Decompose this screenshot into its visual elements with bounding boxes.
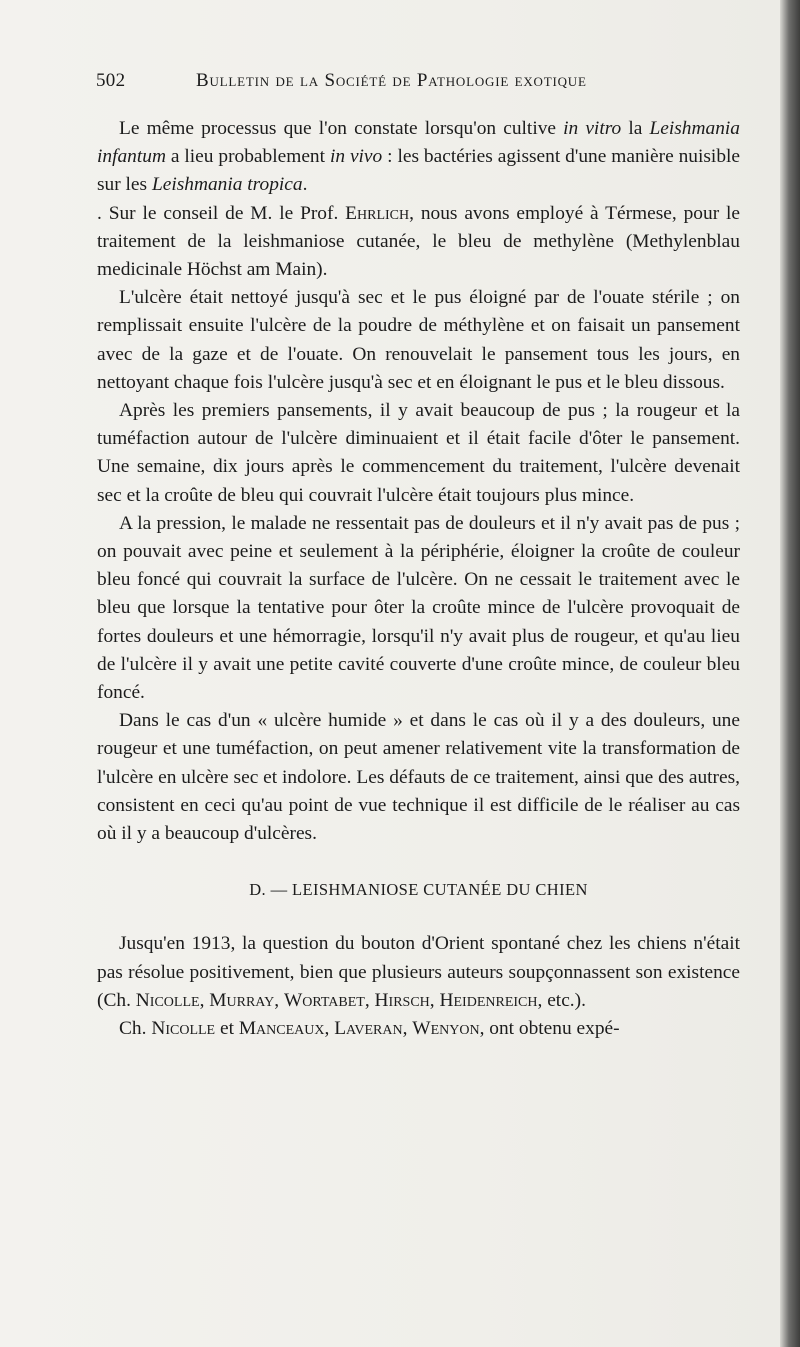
page-number: 502 bbox=[96, 70, 126, 91]
author-name: Hirsch bbox=[374, 989, 430, 1011]
text-run: a lieu probablement bbox=[165, 146, 330, 168]
text-run: , bbox=[324, 1018, 335, 1040]
text-run: Ch. bbox=[119, 1018, 152, 1040]
italic-term: in vitro bbox=[563, 118, 622, 139]
text-run: : les bactéries agissent d'une manière nuisible sur les bbox=[97, 146, 741, 196]
section-heading: D. — LEISHMANIOSE CUTANÉE DU CHIEN bbox=[249, 880, 588, 900]
italic-term: Leishmania tropica bbox=[151, 174, 303, 196]
paragraph-1 bbox=[97, 115, 740, 200]
author-name: Murray bbox=[209, 989, 275, 1011]
text-run: , nous avons employé à Térmese, pour le traitement de la leishmaniose cutanée, le bleu de methylène (Methylenblau medicinale Höchst am Main). bbox=[97, 202, 740, 281]
author-name: Heidenreich bbox=[439, 989, 538, 1011]
author-name: Ehrlich bbox=[345, 202, 410, 224]
text-run: , bbox=[402, 1018, 413, 1040]
text-run: Le même processus que l'on constate lorsqu'on cultive bbox=[119, 118, 564, 139]
page-edge-shadow bbox=[780, 0, 800, 1347]
text-run: . Sur le conseil de M. le Prof. bbox=[97, 202, 346, 224]
italic-term: in vivo bbox=[329, 146, 383, 168]
author-name: Nicolle bbox=[135, 989, 200, 1011]
italic-term: Leishmania infantum bbox=[97, 118, 740, 168]
author-name: Laveran bbox=[334, 1018, 403, 1040]
author-name: Wortabet bbox=[283, 989, 365, 1011]
author-name: Nicolle bbox=[151, 1018, 216, 1040]
journal-title: Bulletin de la Société de Pathologie exotique bbox=[196, 70, 587, 91]
text-run: , bbox=[429, 989, 440, 1011]
paragraph-6: Dans le cas d'un « ulcère humide » et dans le cas où il y a des douleurs, une rougeur et une tuméfaction, on peut amener relativement vite la transformation de l'ulcère en ulcère sec et indolore. Les défauts de ce traitement, ainsi que des autres, consistent en ceci qu'au point de vue technique il est difficile de le réaliser au cas où il y a beaucoup d'ulcères. bbox=[97, 710, 740, 845]
paragraph-5: A la pression, le malade ne ressentait pas de douleurs et il n'y avait pas de pus ; on pouvait avec peine et seulement à la périphérie, éloigner la croûte de couleur bleu foncé qui couvrait la surface de l'ulcère. On ne cessait le traitement avec le bleu que lorsque la tentative pour ôter la croûte mince de l'ulcère provoquait de fortes douleurs et une hémorragie, lorsqu'il n'y avait plus de rougeur, et qu'au lieu de l'ulcère il y avait une petite cavité couverte d'une croûte mince, de couleur bleu foncé. bbox=[97, 512, 740, 704]
paragraph-3: L'ulcère était nettoyé jusqu'à sec et le pus éloigné par de l'ouate stérile ; on remplissait ensuite l'ulcère de la poudre de méthylène et on faisait un pansement avec de la gaze et de l'ouate. On renouvelait le pansement tous les jours, en nettoyant chaque fois l'ulcère jusqu'à sec et en éloignant le pus et le bleu dissous. bbox=[97, 287, 740, 393]
author-name: Manceaux bbox=[238, 1018, 325, 1040]
paragraph-2 bbox=[97, 200, 740, 285]
text-run: , ont obtenu expé- bbox=[479, 1018, 620, 1040]
body-text bbox=[97, 115, 740, 1043]
author-name: Wenyon bbox=[412, 1018, 480, 1040]
text-run: Jusqu'en 1913, la question du bouton d'Orient spontané chez les chiens n'était pas résolue positivement, bien que plusieurs auteurs soupçonnassent son existence (Ch. bbox=[97, 933, 740, 1011]
paragraph-8 bbox=[97, 1015, 740, 1043]
running-header bbox=[96, 70, 746, 92]
text-run: , bbox=[199, 989, 210, 1011]
text-run: , bbox=[274, 989, 284, 1011]
text-run: et bbox=[215, 1018, 239, 1040]
paragraph-4: Après les premiers pansements, il y avait beaucoup de pus ; la rougeur et la tuméfaction autour de l'ulcère diminuaient et il était facile d'ôter le pansement. Une semaine, dix jours après le commencement du traitement, l'ulcère devenait sec et la croûte de bleu qui couvrait l'ulcère était toujours plus mince. bbox=[97, 400, 740, 506]
text-run: . bbox=[302, 174, 308, 196]
paragraph-7 bbox=[97, 930, 740, 1015]
text-run: la bbox=[621, 118, 650, 139]
text-run: , etc.). bbox=[537, 989, 586, 1011]
text-run: , bbox=[364, 989, 375, 1011]
